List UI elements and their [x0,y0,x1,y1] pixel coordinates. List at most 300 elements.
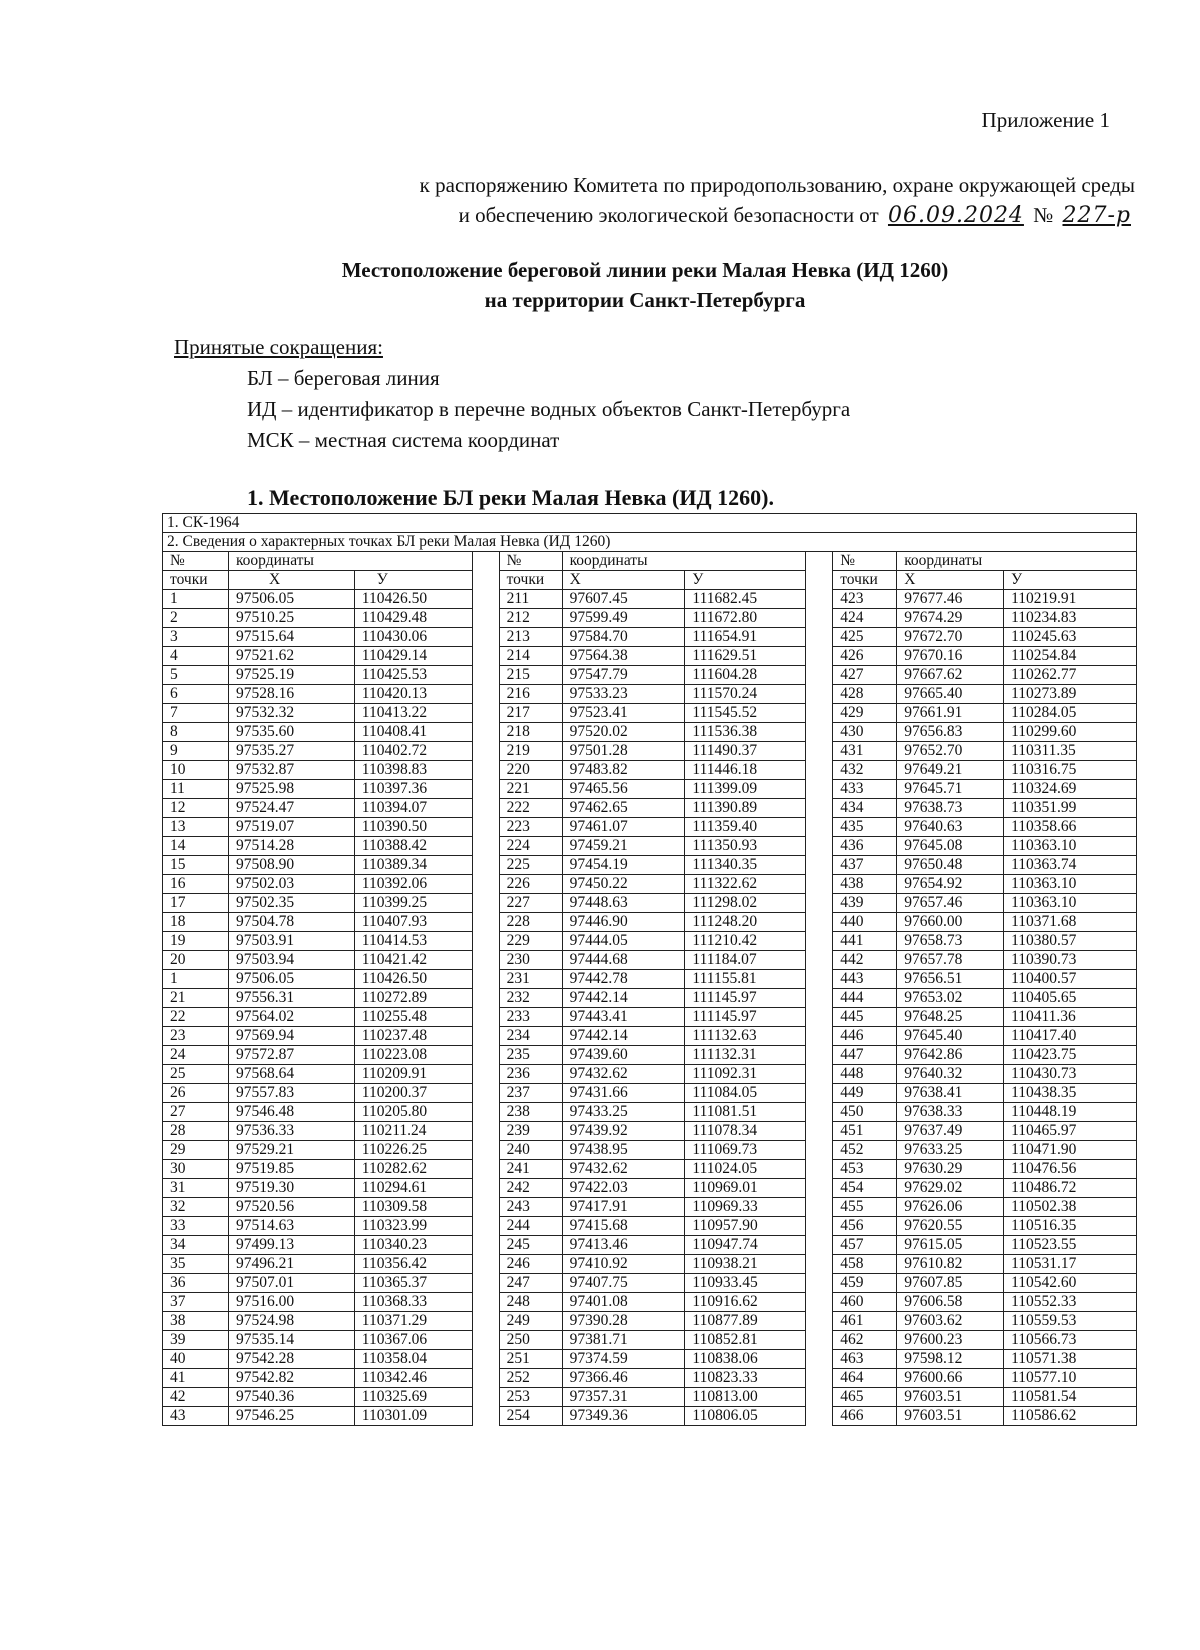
table-row [163,1046,1137,1065]
column-gap [806,1122,833,1141]
column-gap [472,742,499,761]
x-coordinate-cell: 97357.31 [562,1388,685,1407]
y-coordinate-cell: 110358.04 [354,1350,472,1369]
point-number-cell: 452 [833,1141,897,1160]
y-coordinate-cell: 111248.20 [685,913,806,932]
x-coordinate-cell: 97656.51 [897,970,1004,989]
y-coordinate-cell: 110938.21 [685,1255,806,1274]
header-x: Х [228,571,354,590]
y-coordinate-cell: 111604.28 [685,666,806,685]
x-coordinate-cell: 97615.05 [897,1236,1004,1255]
table-row [163,1103,1137,1122]
point-number-cell: 220 [499,761,562,780]
y-coordinate-cell: 110400.57 [1004,970,1137,989]
y-coordinate-cell: 110423.75 [1004,1046,1137,1065]
column-gap [806,970,833,989]
x-coordinate-cell: 97569.94 [228,1027,354,1046]
point-number-cell: 445 [833,1008,897,1027]
header-coordinates: координаты [562,552,806,571]
column-gap [806,590,833,609]
y-coordinate-cell: 111084.05 [685,1084,806,1103]
point-number-cell: 451 [833,1122,897,1141]
point-number-cell: 442 [833,951,897,970]
column-gap [806,742,833,761]
point-number-cell: 227 [499,894,562,913]
x-coordinate-cell: 97620.55 [897,1217,1004,1236]
column-gap [806,1350,833,1369]
x-coordinate-cell: 97607.45 [562,590,685,609]
column-gap [806,1141,833,1160]
x-coordinate-cell: 97422.03 [562,1179,685,1198]
table-row [163,723,1137,742]
y-coordinate-cell: 110388.42 [354,837,472,856]
y-coordinate-cell: 110405.65 [1004,989,1137,1008]
point-number-cell: 215 [499,666,562,685]
coordinates-table [162,513,1137,1426]
header-number: № [833,552,897,571]
point-number-cell: 39 [163,1331,229,1350]
point-number-cell: 219 [499,742,562,761]
column-gap [806,1179,833,1198]
point-number-cell: 222 [499,799,562,818]
table-row [163,666,1137,685]
y-coordinate-cell: 110340.23 [354,1236,472,1255]
column-gap [472,989,499,1008]
y-coordinate-cell: 110367.06 [354,1331,472,1350]
x-coordinate-cell: 97443.41 [562,1008,685,1027]
x-coordinate-cell: 97645.08 [897,837,1004,856]
y-coordinate-cell: 110200.37 [354,1084,472,1103]
x-coordinate-cell: 97502.35 [228,894,354,913]
point-number-cell: 241 [499,1160,562,1179]
x-coordinate-cell: 97417.91 [562,1198,685,1217]
point-number-cell: 457 [833,1236,897,1255]
y-coordinate-cell: 110294.61 [354,1179,472,1198]
column-gap [472,685,499,704]
x-coordinate-cell: 97459.21 [562,837,685,856]
y-coordinate-cell: 110371.29 [354,1312,472,1331]
column-gap [806,1084,833,1103]
y-coordinate-cell: 110363.74 [1004,856,1137,875]
point-number-cell: 35 [163,1255,229,1274]
point-number-cell: 31 [163,1179,229,1198]
y-coordinate-cell: 110430.06 [354,628,472,647]
point-number-cell: 428 [833,685,897,704]
point-number-cell: 240 [499,1141,562,1160]
point-number-cell: 425 [833,628,897,647]
y-coordinate-cell: 111298.02 [685,894,806,913]
x-coordinate-cell: 97607.85 [897,1274,1004,1293]
order-date: 06.09.2024 [887,203,1024,228]
x-coordinate-cell: 97638.33 [897,1103,1004,1122]
column-gap [806,1065,833,1084]
table-row [163,1084,1137,1103]
table-row [163,837,1137,856]
point-number-cell: 242 [499,1179,562,1198]
point-number-cell: 244 [499,1217,562,1236]
x-coordinate-cell: 97525.19 [228,666,354,685]
abbreviation-item: ИД – идентификатор в перечне водных объектов Санкт-Петербурга [247,397,851,421]
table-row [163,1141,1137,1160]
point-number-cell: 464 [833,1369,897,1388]
y-coordinate-cell: 111350.93 [685,837,806,856]
y-coordinate-cell: 110356.42 [354,1255,472,1274]
point-number-cell: 460 [833,1293,897,1312]
x-coordinate-cell: 97366.46 [562,1369,685,1388]
x-coordinate-cell: 97503.91 [228,932,354,951]
x-coordinate-cell: 97431.66 [562,1084,685,1103]
table-row [163,1217,1137,1236]
x-coordinate-cell: 97515.64 [228,628,354,647]
x-coordinate-cell: 97630.29 [897,1160,1004,1179]
column-gap [472,1293,499,1312]
column-gap [472,1046,499,1065]
y-coordinate-cell: 110237.48 [354,1027,472,1046]
column-gap [806,552,833,571]
x-coordinate-cell: 97640.32 [897,1065,1004,1084]
order-reference-prefix: и обеспечению экологической безопасности от [458,203,879,227]
abbreviations-heading: Принятые сокращения: [174,335,383,359]
x-coordinate-cell: 97640.63 [897,818,1004,837]
table-row [163,761,1137,780]
point-number-cell: 237 [499,1084,562,1103]
document-title-line2: на территории Санкт-Петербурга [484,288,806,312]
y-coordinate-cell: 110392.06 [354,875,472,894]
point-number-cell: 239 [499,1122,562,1141]
column-gap [806,1198,833,1217]
y-coordinate-cell: 110324.69 [1004,780,1137,799]
point-number-cell: 4 [163,647,229,666]
point-number-cell: 11 [163,780,229,799]
table-row [163,1122,1137,1141]
point-number-cell: 458 [833,1255,897,1274]
y-coordinate-cell: 111399.09 [685,780,806,799]
x-coordinate-cell: 97448.63 [562,894,685,913]
point-number-cell: 447 [833,1046,897,1065]
point-number-cell: 224 [499,837,562,856]
column-gap [472,951,499,970]
x-coordinate-cell: 97572.87 [228,1046,354,1065]
point-number-cell: 247 [499,1274,562,1293]
column-gap [472,628,499,647]
table-row [163,1236,1137,1255]
column-gap [806,1274,833,1293]
x-coordinate-cell: 97461.07 [562,818,685,837]
column-gap [806,1160,833,1179]
document-title-line1: Местоположение береговой линии реки Малая Невка (ИД 1260) [341,258,949,282]
header-number: № [163,552,229,571]
point-number-cell: 16 [163,875,229,894]
x-coordinate-cell: 97542.82 [228,1369,354,1388]
y-coordinate-cell: 110223.08 [354,1046,472,1065]
column-gap [472,647,499,666]
point-number-cell: 437 [833,856,897,875]
point-number-cell: 252 [499,1369,562,1388]
point-number-cell: 245 [499,1236,562,1255]
y-coordinate-cell: 111092.31 [685,1065,806,1084]
y-coordinate-cell: 110254.84 [1004,647,1137,666]
x-coordinate-cell: 97598.12 [897,1350,1004,1369]
y-coordinate-cell: 110586.62 [1004,1407,1137,1426]
x-coordinate-cell: 97439.92 [562,1122,685,1141]
point-number-cell: 26 [163,1084,229,1103]
x-coordinate-cell: 97524.98 [228,1312,354,1331]
point-number-cell: 40 [163,1350,229,1369]
y-coordinate-cell: 110571.38 [1004,1350,1137,1369]
x-coordinate-cell: 97499.13 [228,1236,354,1255]
y-coordinate-cell: 110399.25 [354,894,472,913]
point-number-cell: 435 [833,818,897,837]
point-number-cell: 466 [833,1407,897,1426]
x-coordinate-cell: 97603.51 [897,1407,1004,1426]
column-gap [472,571,499,590]
table-row [163,894,1137,913]
y-coordinate-cell: 110365.37 [354,1274,472,1293]
point-number-cell: 444 [833,989,897,1008]
y-coordinate-cell: 110969.01 [685,1179,806,1198]
y-coordinate-cell: 110429.14 [354,647,472,666]
x-coordinate-cell: 97626.06 [897,1198,1004,1217]
point-number-cell: 249 [499,1312,562,1331]
y-coordinate-cell: 110516.35 [1004,1217,1137,1236]
table-header-row-2 [163,571,1137,590]
point-number-cell: 2 [163,609,229,628]
y-coordinate-cell: 110502.38 [1004,1198,1137,1217]
y-coordinate-cell: 110413.22 [354,704,472,723]
column-gap [472,704,499,723]
column-gap [806,723,833,742]
y-coordinate-cell: 110425.53 [354,666,472,685]
y-coordinate-cell: 110552.33 [1004,1293,1137,1312]
x-coordinate-cell: 97503.94 [228,951,354,970]
column-gap [806,704,833,723]
y-coordinate-cell: 110476.56 [1004,1160,1137,1179]
column-gap [472,1255,499,1274]
column-gap [806,1008,833,1027]
point-number-cell: 34 [163,1236,229,1255]
point-number-cell: 235 [499,1046,562,1065]
column-gap [806,799,833,818]
point-number-cell: 434 [833,799,897,818]
point-number-cell: 243 [499,1198,562,1217]
point-number-cell: 41 [163,1369,229,1388]
point-number-cell: 455 [833,1198,897,1217]
x-coordinate-cell: 97540.36 [228,1388,354,1407]
column-gap [806,1293,833,1312]
point-number-cell: 448 [833,1065,897,1084]
point-number-cell: 456 [833,1217,897,1236]
column-gap [472,1236,499,1255]
header-y: У [685,571,806,590]
y-coordinate-cell: 110577.10 [1004,1369,1137,1388]
x-coordinate-cell: 97649.21 [897,761,1004,780]
table-system-row [163,514,1137,533]
y-coordinate-cell: 110273.89 [1004,685,1137,704]
x-coordinate-cell: 97652.70 [897,742,1004,761]
point-number-cell: 436 [833,837,897,856]
table-row [163,1293,1137,1312]
point-number-cell: 465 [833,1388,897,1407]
point-number-cell: 5 [163,666,229,685]
point-number-cell: 463 [833,1350,897,1369]
x-coordinate-cell: 97656.83 [897,723,1004,742]
x-coordinate-cell: 97546.48 [228,1103,354,1122]
x-coordinate-cell: 97525.98 [228,780,354,799]
point-number-cell: 218 [499,723,562,742]
point-number-cell: 1 [163,970,229,989]
y-coordinate-cell: 110969.33 [685,1198,806,1217]
y-coordinate-cell: 111490.37 [685,742,806,761]
x-coordinate-cell: 97532.32 [228,704,354,723]
column-gap [806,875,833,894]
x-coordinate-cell: 97557.83 [228,1084,354,1103]
y-coordinate-cell: 111682.45 [685,590,806,609]
point-number-cell: 225 [499,856,562,875]
point-number-cell: 246 [499,1255,562,1274]
point-number-cell: 228 [499,913,562,932]
point-number-cell: 454 [833,1179,897,1198]
point-number-cell: 449 [833,1084,897,1103]
point-number-cell: 6 [163,685,229,704]
point-number-cell: 211 [499,590,562,609]
point-number-cell: 440 [833,913,897,932]
column-gap [472,799,499,818]
point-number-cell: 233 [499,1008,562,1027]
point-number-cell: 450 [833,1103,897,1122]
x-coordinate-cell: 97532.87 [228,761,354,780]
column-gap [472,609,499,628]
table-row [163,970,1137,989]
x-coordinate-cell: 97374.59 [562,1350,685,1369]
header-coordinates: координаты [897,552,1137,571]
x-coordinate-cell: 97454.19 [562,856,685,875]
x-coordinate-cell: 97629.02 [897,1179,1004,1198]
x-coordinate-cell: 97433.25 [562,1103,685,1122]
x-coordinate-cell: 97599.49 [562,609,685,628]
y-coordinate-cell: 110390.73 [1004,951,1137,970]
x-coordinate-cell: 97536.33 [228,1122,354,1141]
y-coordinate-cell: 110471.90 [1004,1141,1137,1160]
x-coordinate-cell: 97661.91 [897,704,1004,723]
point-number-cell: 217 [499,704,562,723]
point-number-cell: 20 [163,951,229,970]
point-number-cell: 462 [833,1331,897,1350]
table-row [163,951,1137,970]
point-number-cell: 36 [163,1274,229,1293]
column-gap [472,780,499,799]
y-coordinate-cell: 110823.33 [685,1369,806,1388]
y-coordinate-cell: 111545.52 [685,704,806,723]
column-gap [806,1103,833,1122]
y-coordinate-cell: 111570.24 [685,685,806,704]
x-coordinate-cell: 97564.02 [228,1008,354,1027]
y-coordinate-cell: 110219.91 [1004,590,1137,609]
y-coordinate-cell: 110523.55 [1004,1236,1137,1255]
point-number-cell: 28 [163,1122,229,1141]
point-number-cell: 30 [163,1160,229,1179]
table-row [163,1198,1137,1217]
abbreviations-list [247,363,850,456]
point-number-cell: 10 [163,761,229,780]
x-coordinate-cell: 97442.14 [562,989,685,1008]
point-number-cell: 253 [499,1388,562,1407]
column-gap [472,761,499,780]
y-coordinate-cell: 110363.10 [1004,894,1137,913]
x-coordinate-cell: 97546.25 [228,1407,354,1426]
y-coordinate-cell: 110448.19 [1004,1103,1137,1122]
y-coordinate-cell: 110311.35 [1004,742,1137,761]
x-coordinate-cell: 97665.40 [897,685,1004,704]
x-coordinate-cell: 97410.92 [562,1255,685,1274]
y-coordinate-cell: 110397.36 [354,780,472,799]
y-coordinate-cell: 110351.99 [1004,799,1137,818]
x-coordinate-cell: 97413.46 [562,1236,685,1255]
x-coordinate-cell: 97442.78 [562,970,685,989]
point-number-cell: 459 [833,1274,897,1293]
x-coordinate-cell: 97506.05 [228,590,354,609]
y-coordinate-cell: 110421.42 [354,951,472,970]
y-coordinate-cell: 110916.62 [685,1293,806,1312]
x-coordinate-cell: 97670.16 [897,647,1004,666]
x-coordinate-cell: 97660.00 [897,913,1004,932]
x-coordinate-cell: 97349.36 [562,1407,685,1426]
column-gap [806,1236,833,1255]
table-row [163,1160,1137,1179]
y-coordinate-cell: 110284.05 [1004,704,1137,723]
column-gap [806,647,833,666]
point-number-cell: 18 [163,913,229,932]
x-coordinate-cell: 97439.60 [562,1046,685,1065]
column-gap [806,989,833,1008]
y-coordinate-cell: 111069.73 [685,1141,806,1160]
y-coordinate-cell: 110211.24 [354,1122,472,1141]
y-coordinate-cell: 110255.48 [354,1008,472,1027]
point-number-cell: 441 [833,932,897,951]
column-gap [472,837,499,856]
point-number-cell: 212 [499,609,562,628]
coordinate-system-cell: 1. СК-1964 [163,514,1137,533]
table-row [163,609,1137,628]
point-number-cell: 433 [833,780,897,799]
column-gap [472,590,499,609]
order-number-label: № [1033,203,1054,227]
order-reference-line1: к распоряжению Комитета по природопользованию, охране окружающей среды [419,173,1135,197]
y-coordinate-cell: 110226.25 [354,1141,472,1160]
x-coordinate-cell: 97674.29 [897,609,1004,628]
column-gap [472,1084,499,1103]
point-number-cell: 25 [163,1065,229,1084]
y-coordinate-cell: 111322.62 [685,875,806,894]
x-coordinate-cell: 97506.05 [228,970,354,989]
column-gap [472,1350,499,1369]
y-coordinate-cell: 110371.68 [1004,913,1137,932]
point-number-cell: 230 [499,951,562,970]
order-reference [0,170,1135,231]
y-coordinate-cell: 110465.97 [1004,1122,1137,1141]
x-coordinate-cell: 97633.25 [897,1141,1004,1160]
x-coordinate-cell: 97442.14 [562,1027,685,1046]
abbreviation-item: БЛ – береговая линия [247,366,440,390]
y-coordinate-cell: 110426.50 [354,970,472,989]
column-gap [472,1141,499,1160]
x-coordinate-cell: 97519.07 [228,818,354,837]
y-coordinate-cell: 110947.74 [685,1236,806,1255]
point-number-cell: 232 [499,989,562,1008]
y-coordinate-cell: 110245.63 [1004,628,1137,647]
header-point: точки [833,571,897,590]
point-number-cell: 248 [499,1293,562,1312]
document-title [0,255,1200,315]
